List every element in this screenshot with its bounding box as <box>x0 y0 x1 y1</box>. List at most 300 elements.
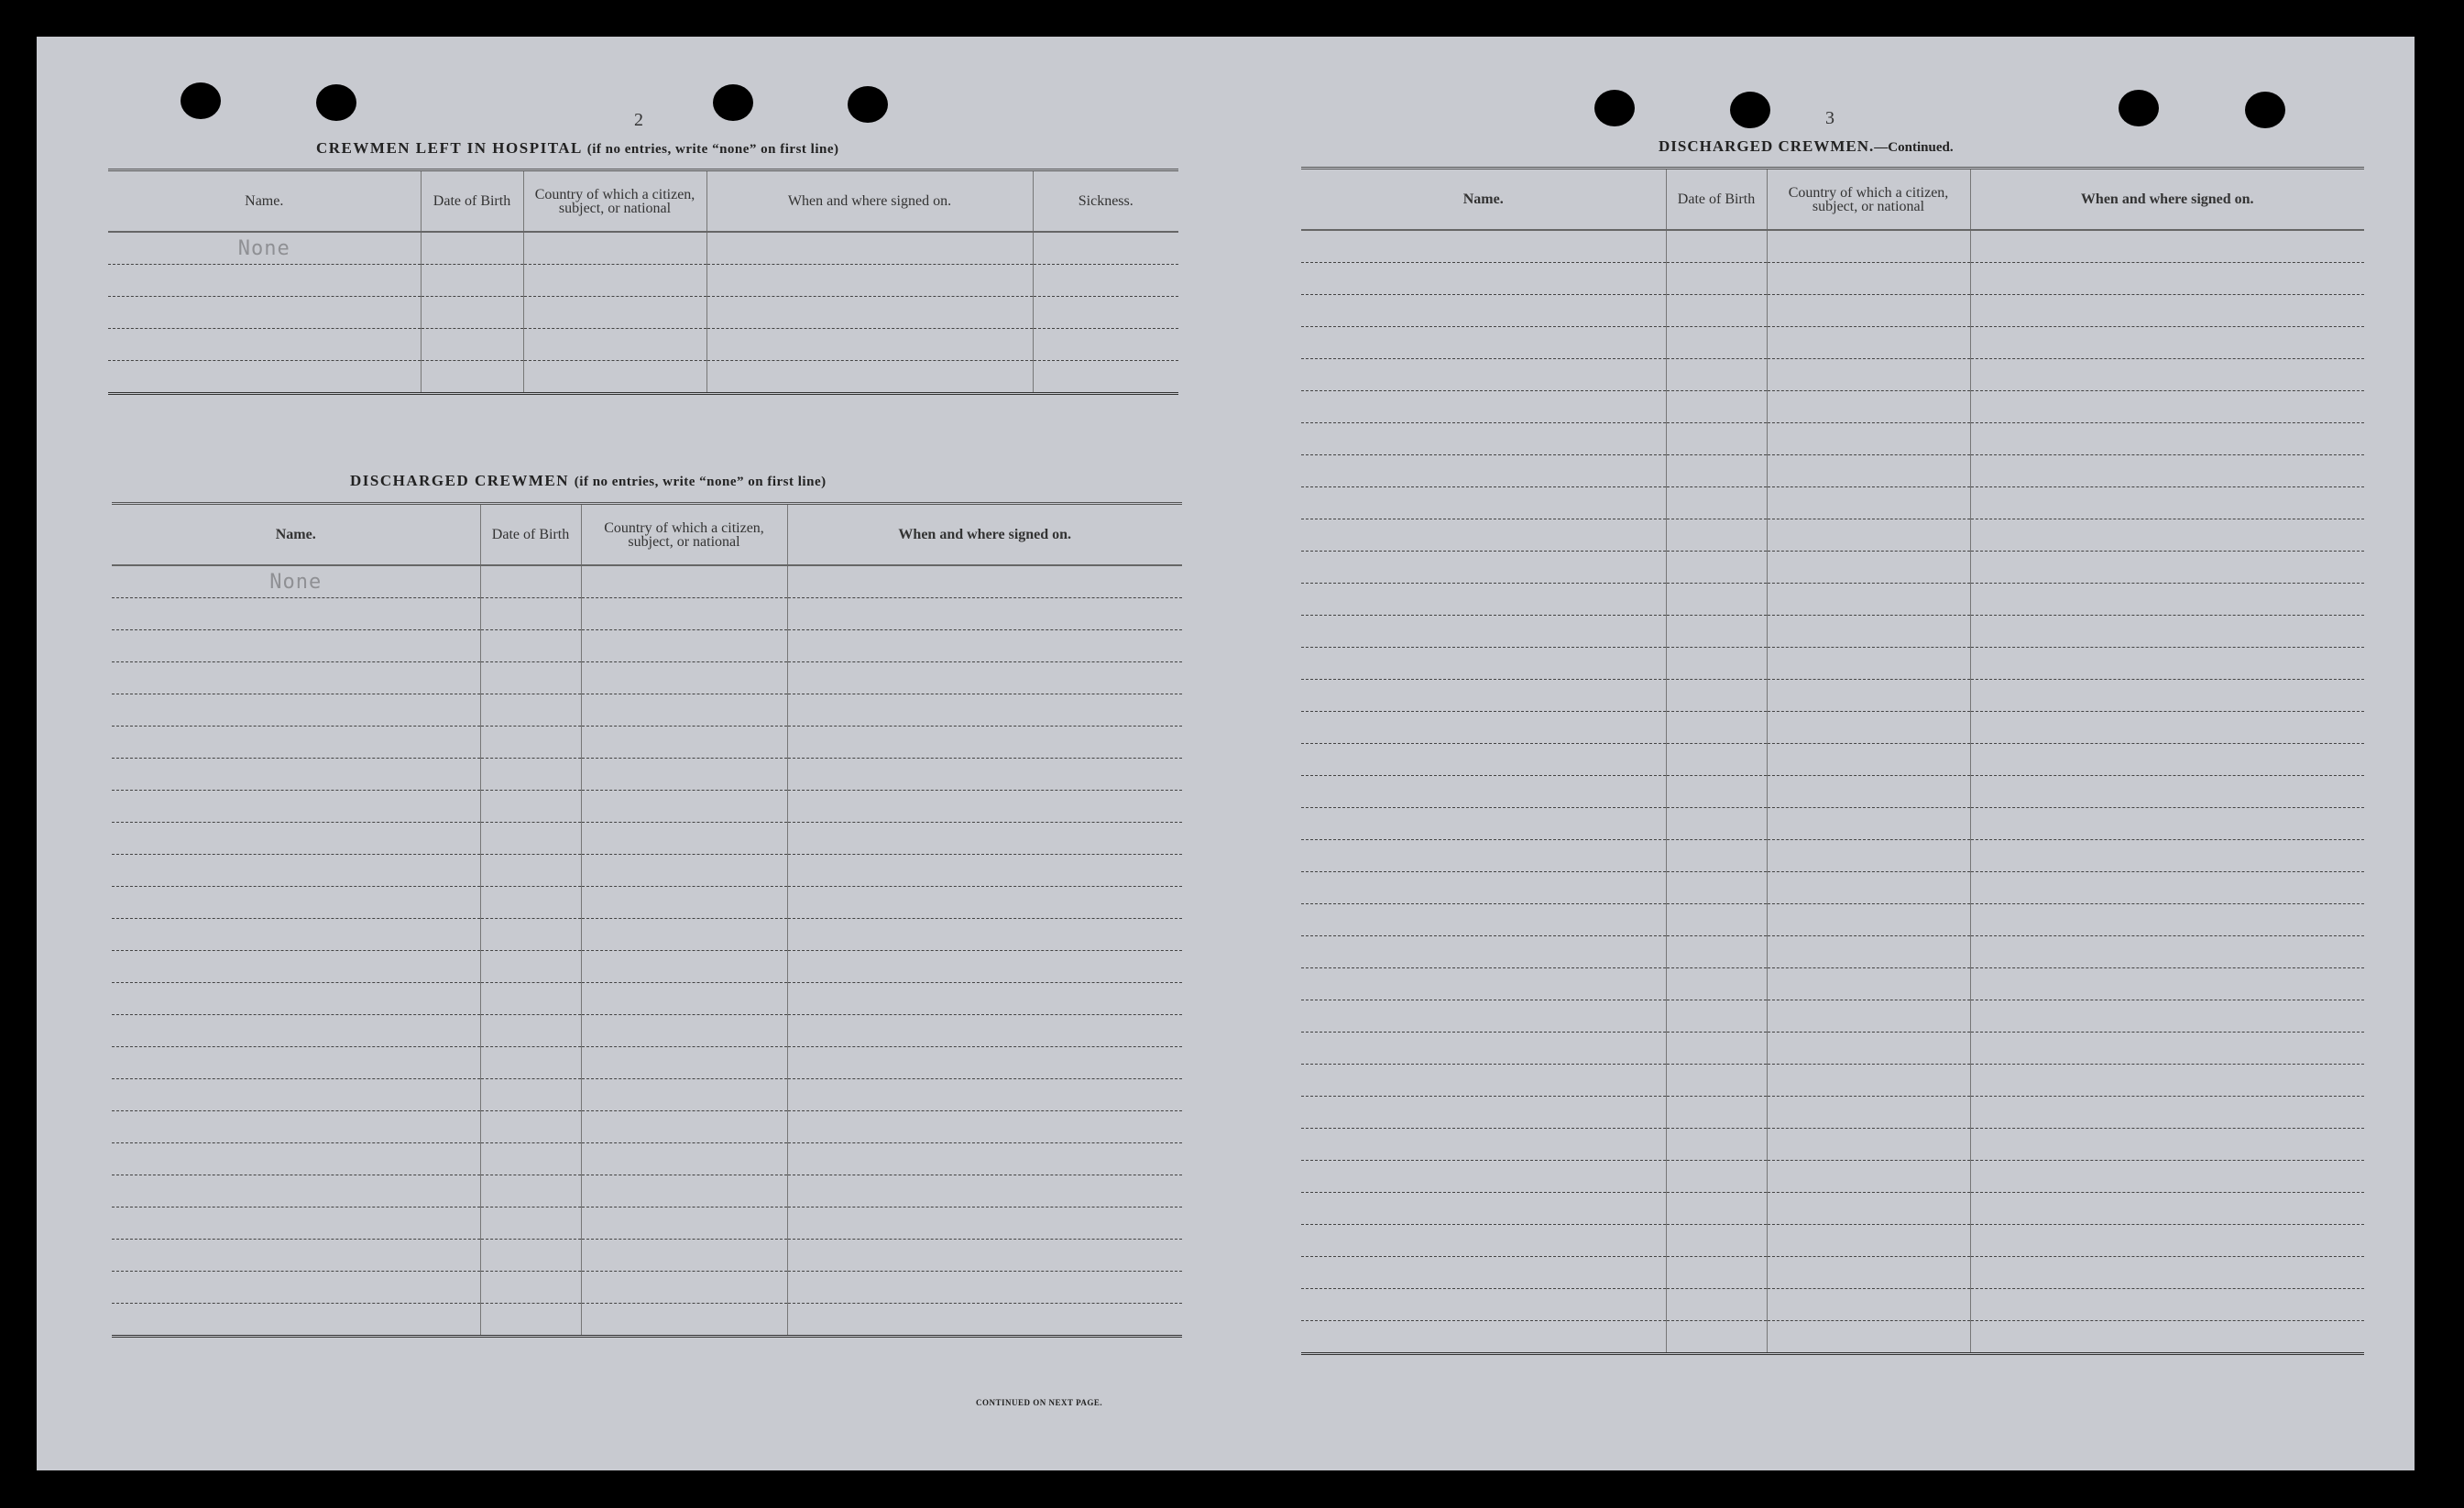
form-cell[interactable] <box>480 823 581 855</box>
form-cell[interactable] <box>1767 1225 1970 1257</box>
form-cell[interactable] <box>787 630 1182 662</box>
form-cell[interactable] <box>1767 1193 1970 1225</box>
form-cell[interactable] <box>1666 712 1767 744</box>
form-cell[interactable] <box>1666 904 1767 936</box>
form-cell[interactable] <box>1767 776 1970 808</box>
form-cell[interactable] <box>1767 968 1970 1000</box>
form-cell[interactable] <box>1666 616 1767 648</box>
form-cell[interactable] <box>112 662 480 694</box>
form-cell[interactable] <box>480 951 581 983</box>
form-cell[interactable] <box>112 951 480 983</box>
form-cell[interactable] <box>1666 1129 1767 1161</box>
form-cell[interactable] <box>480 791 581 823</box>
form-cell[interactable] <box>523 297 706 329</box>
form-cell[interactable] <box>112 1111 480 1143</box>
form-cell[interactable] <box>112 1304 480 1337</box>
form-cell[interactable] <box>1301 1033 1666 1065</box>
form-cell[interactable] <box>581 887 787 919</box>
form-cell[interactable] <box>480 1240 581 1272</box>
form-cell[interactable] <box>581 662 787 694</box>
form-cell[interactable] <box>581 1015 787 1047</box>
form-cell[interactable] <box>1767 712 1970 744</box>
form-cell[interactable] <box>1767 680 1970 712</box>
form-cell[interactable] <box>1767 1065 1970 1097</box>
form-cell[interactable] <box>1767 487 1970 519</box>
form-cell[interactable] <box>1666 1321 1767 1354</box>
table-row <box>108 329 1178 361</box>
form-cell[interactable] <box>706 329 1033 361</box>
table-row <box>112 887 1182 919</box>
form-cell[interactable] <box>112 1240 480 1272</box>
form-cell[interactable] <box>1301 359 1666 391</box>
form-cell[interactable] <box>1301 1225 1666 1257</box>
table-row <box>1301 1129 2364 1161</box>
form-cell[interactable] <box>1301 1000 1666 1033</box>
form-cell[interactable] <box>787 1272 1182 1304</box>
form-cell[interactable] <box>1301 840 1666 872</box>
col-header-sickness: Sickness. <box>1033 171 1178 232</box>
form-cell[interactable] <box>112 694 480 727</box>
form-cell[interactable] <box>480 759 581 791</box>
form-cell[interactable] <box>1970 1161 2364 1193</box>
form-cell[interactable] <box>581 727 787 759</box>
form-cell[interactable] <box>581 1079 787 1111</box>
col-header-signed-on: When and where signed on. <box>1970 169 2364 230</box>
form-cell[interactable] <box>787 1175 1182 1207</box>
form-cell[interactable] <box>1666 1289 1767 1321</box>
form-cell[interactable] <box>1666 1225 1767 1257</box>
form-cell[interactable] <box>787 951 1182 983</box>
form-cell[interactable] <box>1970 1225 2364 1257</box>
form-cell[interactable] <box>1666 1097 1767 1129</box>
form-cell[interactable] <box>112 1175 480 1207</box>
form-cell[interactable] <box>1301 455 1666 487</box>
table-row <box>112 951 1182 983</box>
form-cell[interactable] <box>787 1079 1182 1111</box>
table-row <box>112 823 1182 855</box>
form-cell[interactable] <box>112 1047 480 1079</box>
form-cell[interactable] <box>480 1015 581 1047</box>
form-cell[interactable] <box>1767 263 1970 295</box>
form-cell[interactable] <box>1666 487 1767 519</box>
form-cell[interactable] <box>480 1079 581 1111</box>
form-cell[interactable] <box>1666 263 1767 295</box>
form-cell[interactable] <box>787 791 1182 823</box>
form-cell[interactable] <box>1767 295 1970 327</box>
form-cell[interactable] <box>1767 1257 1970 1289</box>
form-cell[interactable] <box>480 662 581 694</box>
form-cell[interactable] <box>112 823 480 855</box>
form-cell[interactable] <box>112 1272 480 1304</box>
form-cell[interactable] <box>1970 616 2364 648</box>
form-cell[interactable] <box>1301 648 1666 680</box>
discharged-title-note: (if no entries, write “none” on first line) <box>574 475 827 489</box>
form-cell[interactable] <box>1666 584 1767 616</box>
form-cell[interactable] <box>1666 776 1767 808</box>
form-cell[interactable] <box>1970 487 2364 519</box>
form-cell[interactable] <box>112 1207 480 1240</box>
table-row <box>108 232 1178 265</box>
form-cell[interactable] <box>108 297 421 329</box>
form-cell[interactable] <box>1970 968 2364 1000</box>
form-cell[interactable] <box>1970 904 2364 936</box>
table-row <box>1301 936 2364 968</box>
table-row <box>112 1111 1182 1143</box>
table-row <box>112 694 1182 727</box>
form-cell[interactable] <box>1767 1000 1970 1033</box>
form-cell[interactable] <box>1301 1065 1666 1097</box>
form-cell[interactable] <box>421 265 523 297</box>
form-cell[interactable] <box>1767 936 1970 968</box>
form-cell[interactable] <box>1970 552 2364 584</box>
form-cell[interactable] <box>1970 712 2364 744</box>
form-cell[interactable] <box>112 1015 480 1047</box>
form-cell[interactable] <box>523 265 706 297</box>
form-cell[interactable] <box>1970 776 2364 808</box>
form-cell[interactable] <box>1767 1321 1970 1354</box>
form-cell[interactable] <box>787 887 1182 919</box>
form-cell[interactable] <box>1301 1289 1666 1321</box>
form-cell[interactable] <box>1033 361 1178 394</box>
form-cell[interactable] <box>706 361 1033 394</box>
form-cell[interactable] <box>1666 1161 1767 1193</box>
form-cell[interactable] <box>787 1207 1182 1240</box>
form-cell[interactable] <box>581 630 787 662</box>
form-cell[interactable] <box>1301 1257 1666 1289</box>
form-cell[interactable] <box>1666 230 1767 263</box>
table-row <box>1301 968 2364 1000</box>
form-cell[interactable] <box>787 1047 1182 1079</box>
form-cell[interactable] <box>1666 327 1767 359</box>
form-cell[interactable] <box>1301 808 1666 840</box>
form-cell[interactable] <box>1301 519 1666 552</box>
table-row <box>1301 519 2364 552</box>
form-cell[interactable] <box>523 329 706 361</box>
form-cell[interactable] <box>112 727 480 759</box>
form-cell[interactable] <box>108 265 421 297</box>
form-cell[interactable] <box>581 791 787 823</box>
form-cell[interactable] <box>787 662 1182 694</box>
form-cell[interactable] <box>1767 616 1970 648</box>
form-cell[interactable] <box>1970 1000 2364 1033</box>
form-cell[interactable] <box>1767 1097 1970 1129</box>
form-cell[interactable] <box>1666 1193 1767 1225</box>
form-cell[interactable] <box>480 1175 581 1207</box>
form-cell[interactable] <box>112 598 480 630</box>
hospital-title-note: (if no entries, write “none” on first line) <box>586 142 839 157</box>
form-cell[interactable] <box>112 855 480 887</box>
form-cell[interactable] <box>1767 391 1970 423</box>
form-cell[interactable] <box>480 1143 581 1175</box>
form-cell[interactable] <box>108 361 421 394</box>
form-cell[interactable] <box>1666 519 1767 552</box>
form-cell[interactable] <box>1970 455 2364 487</box>
form-cell[interactable] <box>108 329 421 361</box>
form-cell[interactable] <box>1970 648 2364 680</box>
form-cell[interactable] <box>1301 936 1666 968</box>
form-cell[interactable] <box>1767 584 1970 616</box>
table-row <box>1301 712 2364 744</box>
form-cell[interactable] <box>112 630 480 662</box>
form-cell[interactable] <box>1970 1033 2364 1065</box>
form-cell[interactable] <box>581 759 787 791</box>
form-cell[interactable] <box>581 919 787 951</box>
form-cell[interactable] <box>112 919 480 951</box>
table-row <box>112 1272 1182 1304</box>
form-cell[interactable] <box>787 983 1182 1015</box>
form-cell[interactable] <box>1301 1161 1666 1193</box>
form-cell[interactable] <box>421 329 523 361</box>
punch-hole <box>181 82 221 119</box>
form-cell[interactable] <box>581 855 787 887</box>
table-row <box>112 662 1182 694</box>
form-cell[interactable] <box>1767 230 1970 263</box>
form-cell[interactable] <box>706 232 1033 265</box>
form-cell[interactable] <box>581 1240 787 1272</box>
form-cell[interactable] <box>1666 744 1767 776</box>
form-cell[interactable] <box>112 887 480 919</box>
form-cell[interactable] <box>1970 519 2364 552</box>
form-cell[interactable] <box>1301 230 1666 263</box>
form-cell[interactable] <box>787 1240 1182 1272</box>
form-cell[interactable] <box>581 951 787 983</box>
form-cell[interactable] <box>787 598 1182 630</box>
form-cell[interactable] <box>1301 616 1666 648</box>
form-cell[interactable] <box>1767 744 1970 776</box>
form-cell[interactable] <box>421 361 523 394</box>
form-cell[interactable] <box>1666 872 1767 904</box>
form-cell[interactable] <box>523 232 706 265</box>
form-cell[interactable] <box>480 1047 581 1079</box>
form-cell[interactable] <box>1970 808 2364 840</box>
form-cell[interactable] <box>112 759 480 791</box>
form-cell[interactable] <box>1301 680 1666 712</box>
form-cell[interactable] <box>1666 295 1767 327</box>
form-cell[interactable] <box>480 1272 581 1304</box>
form-cell[interactable] <box>581 1111 787 1143</box>
form-cell[interactable] <box>1301 295 1666 327</box>
form-cell[interactable] <box>1666 359 1767 391</box>
form-cell[interactable] <box>1033 232 1178 265</box>
form-cell[interactable] <box>1767 904 1970 936</box>
col-header-country: Country of which a citizen, subject, or national <box>523 171 706 232</box>
form-cell[interactable] <box>1767 1129 1970 1161</box>
form-cell[interactable] <box>480 855 581 887</box>
form-cell[interactable] <box>1301 904 1666 936</box>
form-cell[interactable] <box>1767 872 1970 904</box>
form-cell[interactable] <box>1970 1129 2364 1161</box>
form-cell[interactable] <box>581 1047 787 1079</box>
form-cell[interactable] <box>1301 327 1666 359</box>
form-cell[interactable] <box>1301 263 1666 295</box>
form-cell[interactable] <box>787 1111 1182 1143</box>
form-cell[interactable] <box>1666 680 1767 712</box>
form-cell[interactable] <box>1970 230 2364 263</box>
form-cell[interactable] <box>1666 968 1767 1000</box>
form-cell[interactable] <box>1301 872 1666 904</box>
form-cell[interactable] <box>1666 1065 1767 1097</box>
form-cell[interactable] <box>480 630 581 662</box>
form-cell[interactable] <box>1970 359 2364 391</box>
form-cell[interactable] <box>1970 1065 2364 1097</box>
form-cell[interactable] <box>1666 423 1767 455</box>
table-row <box>112 1207 1182 1240</box>
form-cell[interactable] <box>1970 1193 2364 1225</box>
form-cell[interactable] <box>1666 808 1767 840</box>
form-cell[interactable] <box>480 565 581 598</box>
form-cell[interactable] <box>1767 359 1970 391</box>
form-cell[interactable] <box>1666 1257 1767 1289</box>
form-cell[interactable] <box>480 694 581 727</box>
form-cell[interactable] <box>1970 1321 2364 1354</box>
form-cell[interactable] <box>1301 1321 1666 1354</box>
discharged-table-right <box>1301 167 2364 1355</box>
form-cell[interactable] <box>1301 1097 1666 1129</box>
form-cell[interactable] <box>787 1304 1182 1337</box>
form-cell[interactable] <box>112 1143 480 1175</box>
form-cell[interactable] <box>581 598 787 630</box>
discharged-continued-title <box>1659 137 1954 156</box>
table-row <box>112 1015 1182 1047</box>
form-cell[interactable] <box>421 232 523 265</box>
form-cell[interactable] <box>1767 519 1970 552</box>
table-row <box>112 1047 1182 1079</box>
table-row <box>112 1175 1182 1207</box>
form-cell[interactable] <box>581 983 787 1015</box>
form-cell[interactable] <box>1666 455 1767 487</box>
table-row <box>1301 1225 2364 1257</box>
table-row <box>1301 1257 2364 1289</box>
form-cell[interactable] <box>787 1143 1182 1175</box>
table-row <box>1301 840 2364 872</box>
form-cell[interactable] <box>581 1304 787 1337</box>
form-cell[interactable] <box>787 727 1182 759</box>
form-cell[interactable] <box>1767 1161 1970 1193</box>
table-row <box>108 361 1178 394</box>
form-cell[interactable] <box>1033 297 1178 329</box>
form-cell[interactable] <box>1767 840 1970 872</box>
form-cell[interactable] <box>1970 327 2364 359</box>
table-row <box>1301 1097 2364 1129</box>
form-cell[interactable] <box>480 983 581 1015</box>
form-cell[interactable] <box>706 265 1033 297</box>
form-cell[interactable] <box>1767 327 1970 359</box>
form-cell[interactable] <box>480 1207 581 1240</box>
table-row <box>1301 455 2364 487</box>
form-cell[interactable] <box>1033 329 1178 361</box>
form-cell[interactable] <box>112 791 480 823</box>
form-cell[interactable] <box>1666 1000 1767 1033</box>
entry-name-cell[interactable]: None <box>112 565 480 598</box>
form-cell[interactable] <box>787 565 1182 598</box>
form-cell[interactable] <box>581 1143 787 1175</box>
form-cell[interactable] <box>1301 487 1666 519</box>
form-cell[interactable] <box>706 297 1033 329</box>
form-cell[interactable] <box>421 297 523 329</box>
table-header-row <box>112 505 1182 565</box>
form-cell[interactable] <box>1970 423 2364 455</box>
form-cell[interactable] <box>1301 712 1666 744</box>
form-cell[interactable] <box>1033 265 1178 297</box>
form-cell[interactable] <box>1666 936 1767 968</box>
form-cell[interactable] <box>480 1304 581 1337</box>
form-cell[interactable] <box>787 919 1182 951</box>
form-cell[interactable] <box>1970 1289 2364 1321</box>
form-cell[interactable] <box>1301 1129 1666 1161</box>
entry-name-cell[interactable]: None <box>108 232 421 265</box>
form-cell[interactable] <box>1301 423 1666 455</box>
form-cell[interactable] <box>1970 1097 2364 1129</box>
form-cell[interactable] <box>1301 744 1666 776</box>
hospital-table <box>108 169 1178 395</box>
form-cell[interactable] <box>523 361 706 394</box>
form-cell[interactable] <box>787 694 1182 727</box>
form-cell[interactable] <box>787 855 1182 887</box>
form-cell[interactable] <box>480 1111 581 1143</box>
form-cell[interactable] <box>1970 295 2364 327</box>
form-cell[interactable] <box>112 1079 480 1111</box>
form-cell[interactable] <box>480 887 581 919</box>
form-cell[interactable] <box>1666 648 1767 680</box>
form-cell[interactable] <box>787 759 1182 791</box>
col-header-date-of-birth: Date of Birth <box>480 505 581 565</box>
form-cell[interactable] <box>581 823 787 855</box>
form-cell[interactable] <box>480 727 581 759</box>
form-cell[interactable] <box>480 919 581 951</box>
form-cell[interactable] <box>1767 552 1970 584</box>
form-cell[interactable] <box>1301 584 1666 616</box>
form-cell[interactable] <box>1970 263 2364 295</box>
form-cell[interactable] <box>1301 391 1666 423</box>
form-cell[interactable] <box>1767 455 1970 487</box>
form-cell[interactable] <box>112 983 480 1015</box>
form-cell[interactable] <box>1970 872 2364 904</box>
form-cell[interactable] <box>480 598 581 630</box>
table-header-row <box>108 171 1178 232</box>
form-cell[interactable] <box>1970 680 2364 712</box>
form-cell[interactable] <box>1767 808 1970 840</box>
form-cell[interactable] <box>1970 391 2364 423</box>
form-cell[interactable] <box>787 823 1182 855</box>
form-cell[interactable] <box>581 1272 787 1304</box>
form-cell[interactable] <box>1970 936 2364 968</box>
form-cell[interactable] <box>1767 1289 1970 1321</box>
form-cell[interactable] <box>1666 840 1767 872</box>
form-cell[interactable] <box>787 1015 1182 1047</box>
form-cell[interactable] <box>581 1175 787 1207</box>
form-cell[interactable] <box>1666 552 1767 584</box>
table-row <box>1301 680 2364 712</box>
form-cell[interactable] <box>1970 840 2364 872</box>
form-cell[interactable] <box>1666 1033 1767 1065</box>
form-cell[interactable] <box>1301 552 1666 584</box>
table-row <box>1301 776 2364 808</box>
form-cell[interactable] <box>1767 648 1970 680</box>
form-cell[interactable] <box>1970 1257 2364 1289</box>
form-cell[interactable] <box>1301 776 1666 808</box>
form-cell[interactable] <box>581 694 787 727</box>
form-cell[interactable] <box>581 565 787 598</box>
form-cell[interactable] <box>581 1207 787 1240</box>
form-cell[interactable] <box>1301 1193 1666 1225</box>
form-cell[interactable] <box>1767 1033 1970 1065</box>
form-cell[interactable] <box>1970 744 2364 776</box>
form-cell[interactable] <box>1301 968 1666 1000</box>
form-cell[interactable] <box>1666 391 1767 423</box>
form-cell[interactable] <box>1767 423 1970 455</box>
table-row <box>1301 744 2364 776</box>
form-cell[interactable] <box>1970 584 2364 616</box>
